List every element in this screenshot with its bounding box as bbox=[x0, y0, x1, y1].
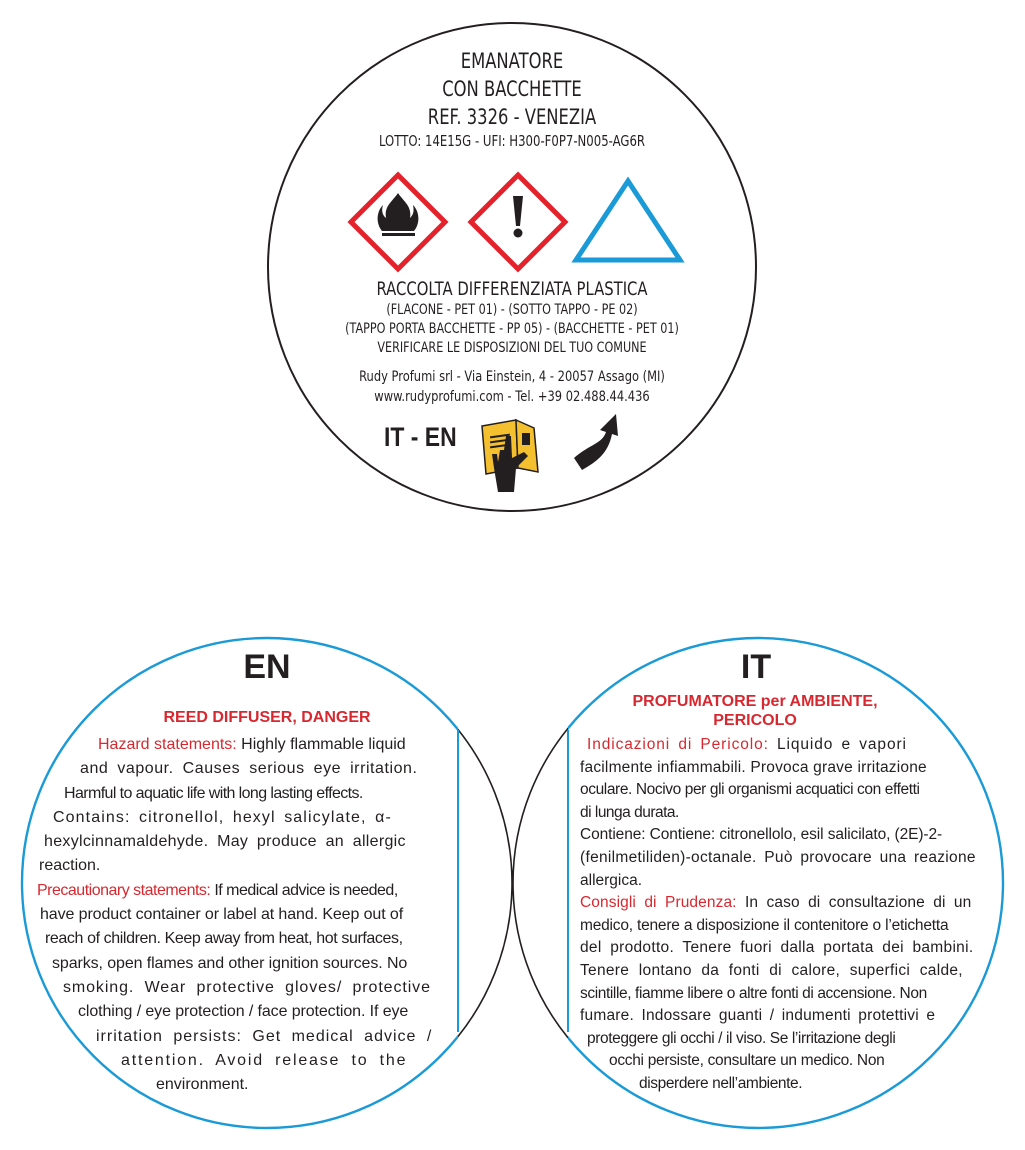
title-line: CON BACCHETTE bbox=[442, 77, 582, 101]
read-instructions-book-icon bbox=[482, 420, 538, 492]
en-line: Precautionary statements: If medical advice is needed, bbox=[37, 881, 398, 899]
company-contact: www.rudyprofumi.com - Tel. +39 02.488.44.436 bbox=[374, 389, 650, 405]
blue-triangle-icon bbox=[576, 181, 680, 260]
en-line: Hazard statements: Highly flammable liquid bbox=[98, 736, 406, 753]
title-line: REF. 3326 - VENEZIA bbox=[427, 105, 597, 129]
it-line: disperdere nell’ambiente. bbox=[639, 1074, 803, 1092]
it-line: proteggere gli occhi / il viso. Se l’irritazione degli bbox=[587, 1029, 896, 1047]
it-body bbox=[580, 734, 1000, 1096]
it-line: facilmente infiammabili. Provoca grave irritazione bbox=[580, 758, 927, 776]
en-line: reach of children. Keep away from heat, hot surfaces, bbox=[45, 930, 403, 948]
company-info bbox=[262, 367, 762, 407]
it-line: scintille, fiamme libere o altre fonti di accensione. Non bbox=[580, 984, 927, 1002]
it-line: Tenere lontano da fonti di calore, superfici calde, bbox=[580, 961, 963, 979]
it-line: Consigli di Prudenza: In caso di consultazione di un bbox=[580, 894, 972, 912]
en-product-title: REED DIFFUSER, DANGER bbox=[163, 709, 371, 726]
en-line: sparks, open flames and other ignition sources. No bbox=[52, 954, 408, 972]
language-codes: IT - EN bbox=[384, 422, 457, 452]
it-line: oculare. Nocivo per gli organismi acquatici con effetti bbox=[580, 781, 920, 799]
it-line: medico, tenere a disposizione il contenitore o l’etichetta bbox=[580, 916, 949, 934]
it-line: Indicazioni di Pericolo: Liquido e vapori bbox=[587, 736, 907, 753]
recycling-line: VERIFICARE LE DISPOSIZIONI DEL TUO COMUNE bbox=[377, 340, 647, 356]
product-title bbox=[262, 47, 762, 151]
en-line: attention. Avoid release to the bbox=[121, 1051, 408, 1069]
recycling-info bbox=[262, 277, 762, 358]
exclamation-hazard-icon bbox=[471, 175, 565, 269]
en-line: reaction. bbox=[39, 857, 101, 875]
it-line: occhi persiste, consultare un medico. Non bbox=[609, 1052, 885, 1070]
recycling-title: RACCOLTA DIFFERENZIATA PLASTICA bbox=[376, 278, 648, 300]
it-line: del prodotto. Tenere fuori dalla portata dei bambini. bbox=[580, 939, 974, 957]
en-line: Harmful to aquatic life with long lasting effects. bbox=[64, 784, 363, 802]
recycling-line: (FLACONE - PET 01) - (SOTTO TAPPO - PE 02) bbox=[386, 302, 638, 318]
company-address: Rudy Profumi srl - Via Einstein, 4 - 20057 Assago (MI) bbox=[359, 369, 665, 385]
en-line: smoking. Wear protective gloves/ protective bbox=[63, 978, 431, 996]
it-product-title bbox=[605, 692, 905, 730]
it-line: allergica. bbox=[580, 871, 643, 889]
it-language-heading: IT bbox=[740, 648, 772, 686]
it-line: (fenilmetiliden)-octanale. Può provocare una reazione bbox=[580, 848, 976, 866]
en-body bbox=[0, 733, 458, 1097]
en-line: irritation persists: Get medical advice / bbox=[96, 1027, 433, 1045]
en-line: and vapour. Causes serious eye irritation. bbox=[80, 760, 418, 778]
flame-hazard-icon bbox=[351, 175, 445, 269]
en-line: clothing / eye protection / face protection. If eye bbox=[78, 1003, 409, 1021]
it-line: Contiene: Contiene: citronellolo, esil salicilato, (2E)-2- bbox=[580, 826, 943, 844]
lot-ufi-line: LOTTO: 14E15G - UFI: H300-F0P7-N005-AG6R bbox=[378, 132, 646, 150]
it-title-line: PROFUMATORE per AMBIENTE, bbox=[632, 693, 878, 710]
recycling-line: (TAPPO PORTA BACCHETTE - PP 05) - (BACCHETTE - PET 01) bbox=[345, 321, 679, 337]
it-title-line: PERICOLO bbox=[713, 712, 797, 729]
peel-arrow-icon bbox=[574, 414, 618, 470]
en-line: have product container or label at hand. Keep out of bbox=[40, 906, 404, 924]
it-line: fumare. Indossare guanti / indumenti protettivi e bbox=[580, 1007, 936, 1025]
title-line: EMANATORE bbox=[460, 49, 564, 73]
en-language-heading: EN bbox=[243, 648, 291, 686]
en-line: Contains: citronellol, hexyl salicylate, α- bbox=[53, 808, 392, 826]
it-line: di lunga durata. bbox=[580, 803, 679, 821]
en-line: environment. bbox=[156, 1076, 249, 1094]
en-line: hexylcinnamaldehyde. May produce an allergic bbox=[44, 833, 406, 851]
